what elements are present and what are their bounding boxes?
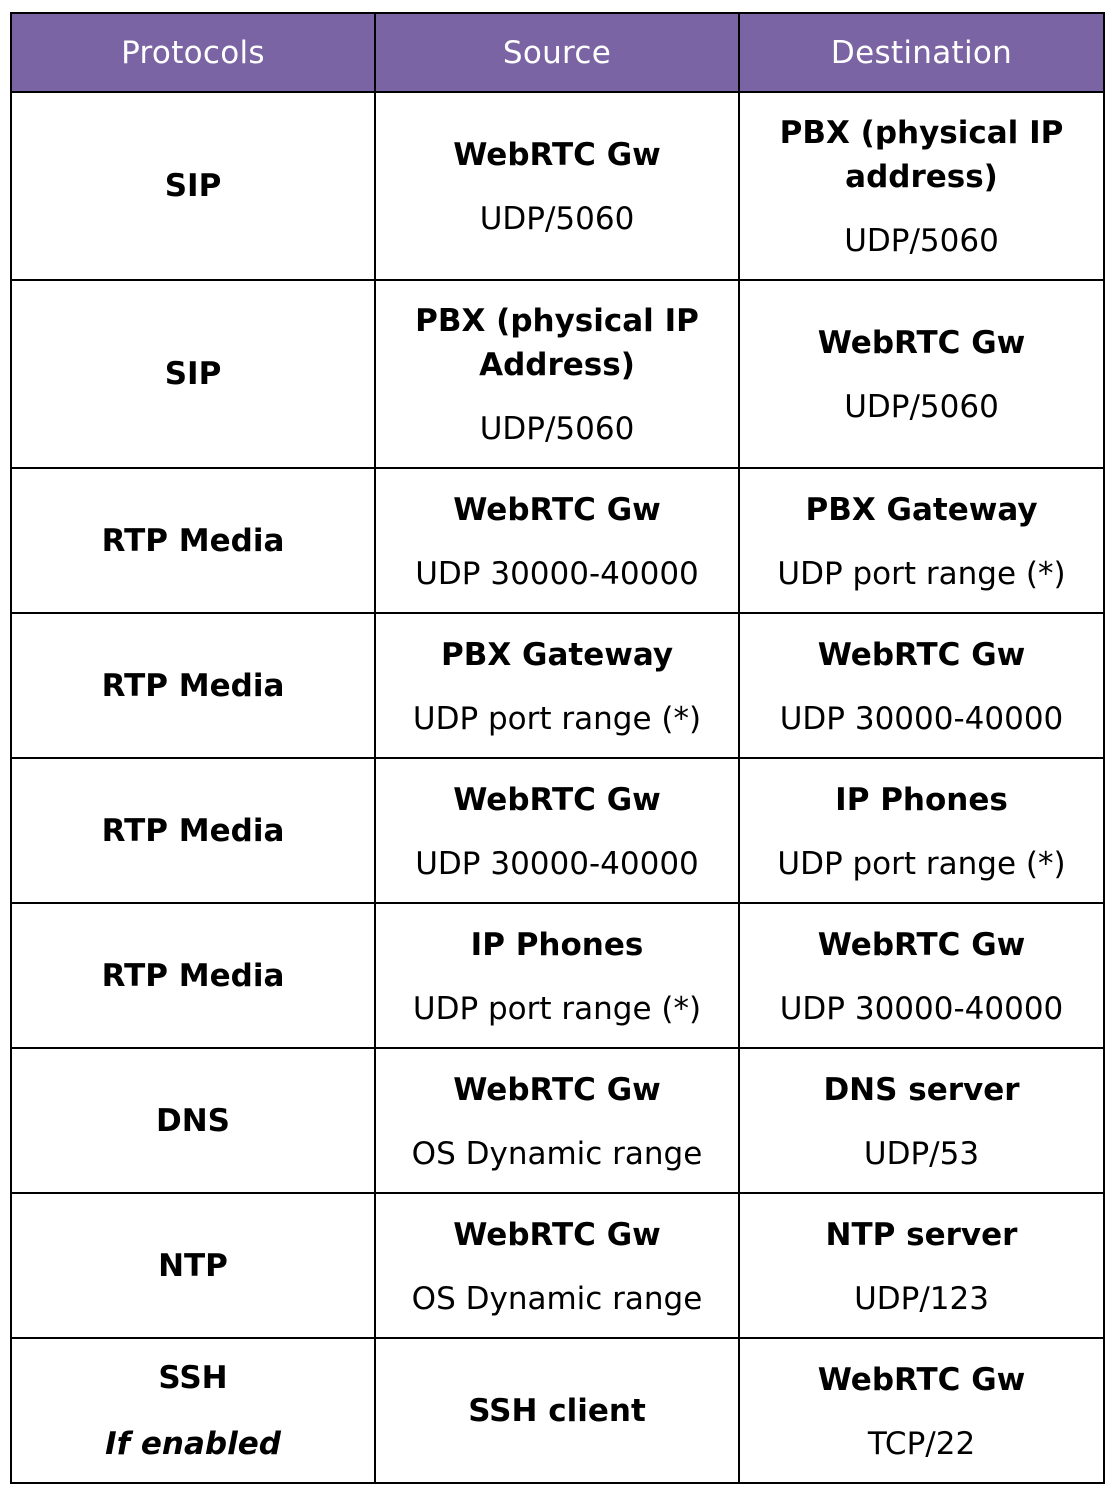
- table-row: [11, 613, 1104, 758]
- table-row: [11, 1048, 1104, 1193]
- source-name: WebRTC Gw: [453, 137, 661, 173]
- destination-cell: [739, 1338, 1104, 1483]
- source-port: UDP 30000-40000: [415, 845, 699, 882]
- destination-cell: [739, 1048, 1104, 1193]
- destination-cell: [739, 613, 1104, 758]
- header-row: [11, 13, 1104, 92]
- protocol-name: RTP Media: [101, 522, 285, 559]
- source-cell: [375, 903, 739, 1048]
- destination-cell: [739, 903, 1104, 1048]
- source-cell: [375, 92, 739, 280]
- protocol-name: SIP: [164, 356, 222, 392]
- source-name: WebRTC Gw: [453, 1216, 661, 1253]
- destination-port: UDP 30000-40000: [779, 990, 1064, 1027]
- source-port: UDP/5060: [479, 201, 635, 237]
- protocol-name: RTP Media: [101, 667, 285, 704]
- protocol-name: NTP: [158, 1247, 228, 1284]
- destination-port: UDP 30000-40000: [779, 700, 1064, 737]
- source-cell: [375, 1338, 739, 1483]
- table-row: [11, 92, 1104, 280]
- protocol-cell: [11, 1048, 375, 1193]
- header-protocols: Protocols: [11, 13, 375, 92]
- destination-cell: [739, 758, 1104, 903]
- source-name: PBX Gateway: [440, 636, 674, 673]
- source-cell: [375, 1048, 739, 1193]
- source-name: WebRTC Gw: [453, 1071, 661, 1108]
- protocol-name: SIP: [164, 168, 222, 204]
- table-header: [11, 13, 1104, 92]
- table-row: [11, 280, 1104, 468]
- source-name: PBX (physical IP Address): [415, 303, 699, 383]
- protocol-note: If enabled: [105, 1425, 281, 1462]
- protocol-cell: [11, 280, 375, 468]
- protocol-name: RTP Media: [101, 812, 285, 849]
- source-cell: [375, 758, 739, 903]
- destination-name: NTP server: [825, 1216, 1018, 1253]
- destination-name: DNS server: [823, 1071, 1020, 1108]
- destination-port: UDP/53: [863, 1135, 980, 1172]
- destination-cell: [739, 1193, 1104, 1338]
- source-cell: [375, 468, 739, 613]
- protocol-cell: [11, 92, 375, 280]
- protocol-name: DNS: [155, 1102, 230, 1139]
- destination-name: WebRTC Gw: [817, 325, 1026, 361]
- destination-name: PBX Gateway: [805, 491, 1038, 528]
- source-name: IP Phones: [470, 926, 644, 963]
- source-port: UDP port range (*): [412, 700, 702, 737]
- table-row: [11, 758, 1104, 903]
- source-name: WebRTC Gw: [453, 491, 661, 528]
- table-row: [11, 1338, 1104, 1483]
- protocol-name: SSH: [158, 1359, 228, 1396]
- destination-port: UDP port range (*): [777, 845, 1066, 882]
- source-port: UDP port range (*): [412, 990, 702, 1027]
- source-name: WebRTC Gw: [453, 781, 661, 818]
- destination-port: UDP port range (*): [777, 555, 1066, 592]
- source-cell: [375, 1193, 739, 1338]
- source-name: SSH client: [468, 1392, 646, 1429]
- destination-name: WebRTC Gw: [817, 926, 1026, 963]
- table-row: [11, 903, 1104, 1048]
- source-port: UDP 30000-40000: [415, 555, 699, 592]
- protocol-name: RTP Media: [101, 957, 285, 994]
- protocol-cell: [11, 903, 375, 1048]
- destination-port: UDP/123: [854, 1280, 989, 1317]
- header-source: Source: [375, 13, 739, 92]
- source-port: OS Dynamic range: [411, 1135, 703, 1172]
- destination-name: IP Phones: [835, 781, 1008, 818]
- destination-cell: [739, 468, 1104, 613]
- destination-port: TCP/22: [867, 1425, 976, 1462]
- header-destination: Destination: [739, 13, 1104, 92]
- destination-name: WebRTC Gw: [817, 1361, 1026, 1398]
- protocol-cell: [11, 758, 375, 903]
- table-body: [11, 92, 1104, 1483]
- protocol-cell: [11, 613, 375, 758]
- table-row: [11, 1193, 1104, 1338]
- source-port: OS Dynamic range: [411, 1280, 703, 1317]
- destination-name: WebRTC Gw: [817, 636, 1026, 673]
- source-cell: [375, 280, 739, 468]
- destination-port: UDP/5060: [844, 389, 999, 425]
- protocol-cell: [11, 1193, 375, 1338]
- destination-cell: [739, 92, 1104, 280]
- destination-name: PBX (physical IP address): [779, 115, 1064, 195]
- destination-cell: [739, 280, 1104, 468]
- destination-port: UDP/5060: [844, 223, 999, 259]
- protocol-cell: [11, 1338, 375, 1483]
- source-cell: [375, 613, 739, 758]
- protocol-cell: [11, 468, 375, 613]
- table-row: [11, 468, 1104, 613]
- source-port: UDP/5060: [479, 411, 635, 447]
- protocol-port-table: [10, 12, 1105, 1484]
